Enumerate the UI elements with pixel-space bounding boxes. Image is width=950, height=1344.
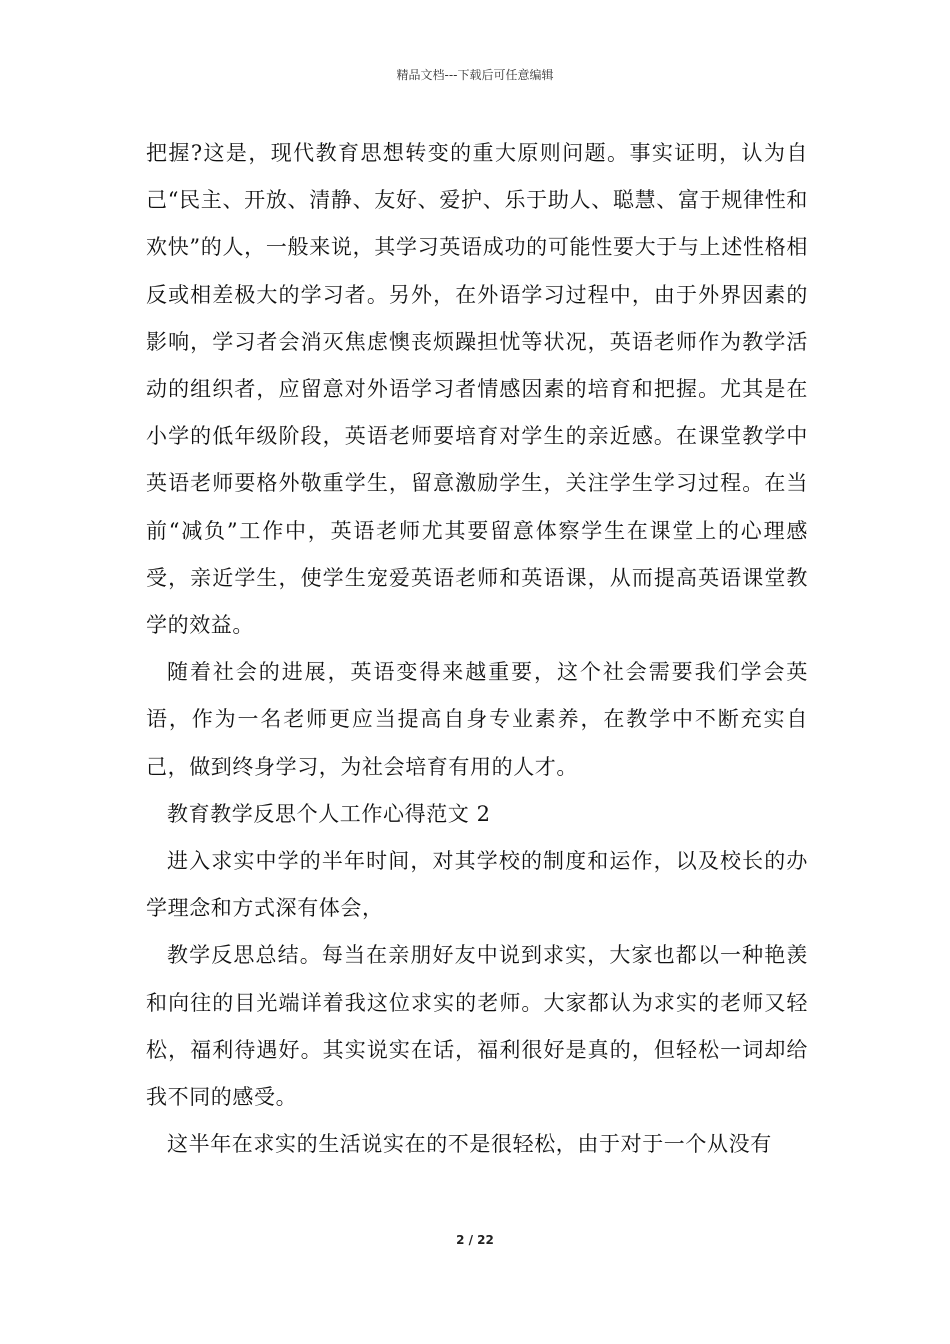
page-number: 2 / 22 <box>456 1233 494 1247</box>
paragraph-conclusion: 随着社会的进展，英语变得来越重要，这个社会需要我们学会英语，作为一名老师更应当提高自身专业素养，在教学中不断充实自己，做到终身学习，为社会培育有用的人才。 <box>146 660 808 779</box>
paragraph-partial: 这半年在求实的生活说实在的不是很轻松，由于对于一个从没有 <box>167 1132 772 1157</box>
document-body <box>146 130 808 1168</box>
paragraph-intro: 进入求实中学的半年时间，对其学校的制度和运作，以及校长的办学理念和方式深有体会， <box>146 849 808 921</box>
paragraph-reflection: 教学反思总结。每当在亲朋好友中说到求实，大家也都以一种艳羡和向往的目光端详着我这位求实的老师。大家都认为求实的老师又轻松，福利待遇好。其实说实在话，福利很好是真的，但轻松一词却给我不同的感受。 <box>146 943 808 1110</box>
page-header: 精品文档---下载后可任意编辑 <box>396 68 554 82</box>
section-heading: 教育教学反思个人工作心得范文 2 <box>167 801 491 826</box>
paragraph-continuation: 把握?这是，现代教育思想转变的重大原则问题。事实证明，认为自己“民主、开放、清静、友好、爱护、乐于助人、聪慧、富于规律性和欢快”的人，一般来说，其学习英语成功的可能性要大于与上述性格相反或相差极大的学习者。另外，在外语学习过程中，由于外界因素的影响，学习者会消灭焦虑懊丧烦躁担忧等状况，英语老师作为教学活动的组织者，应留意对外语学习者情感因素的培育和把握。尤其是在小学的低年级阶段，英语老师要培育对学生的亲近感。在课堂教学中英语老师要格外敬重学生，留意激励学生，关注学生学习过程。在当前“减负”工作中，英语老师尤其要留意体察学生在课堂上的心理感受，亲近学生，使学生宠爱英语老师和英语课，从而提高英语课堂教学的效益。 <box>146 141 808 638</box>
